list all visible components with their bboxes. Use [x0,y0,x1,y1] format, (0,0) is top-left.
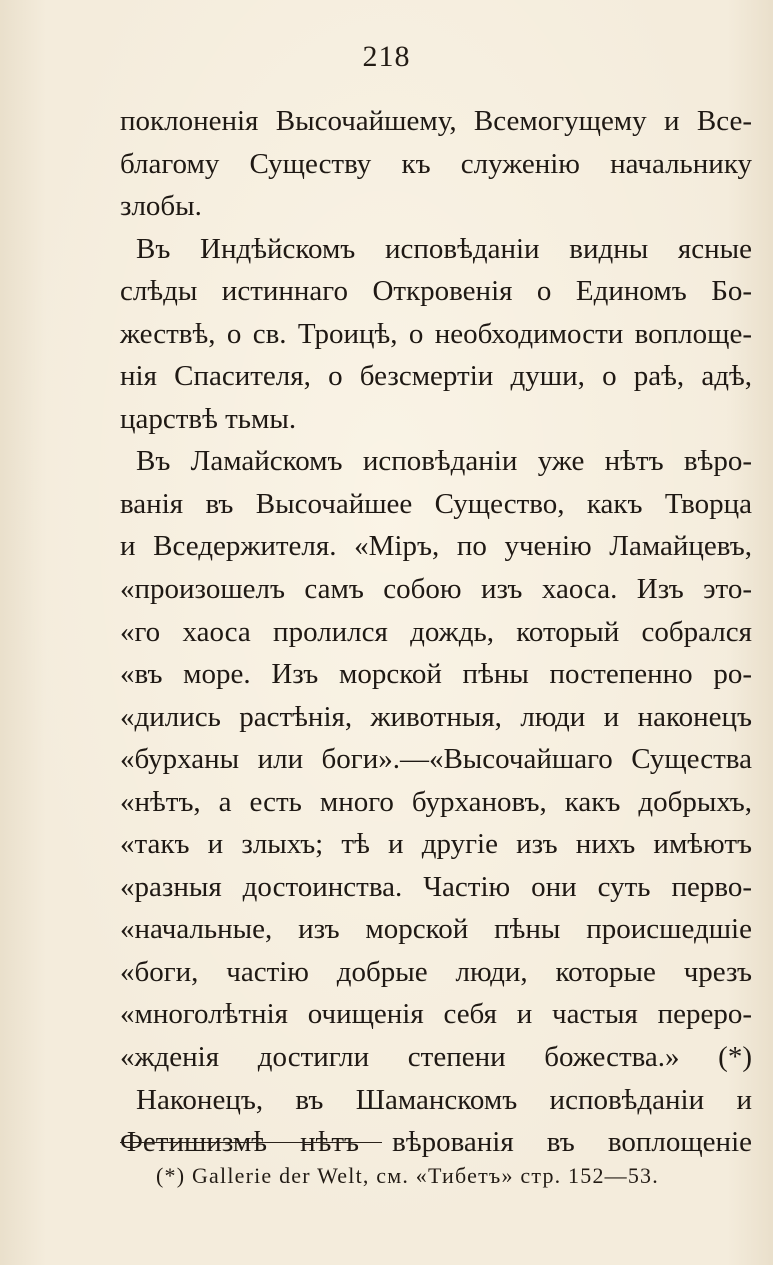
page-number: 218 [362,40,411,73]
text-line: «боги, частію добрые люди, которые чрезъ [120,955,752,988]
text-line: «дились растѣнія, животныя, люди и наконецъ [120,700,752,733]
text-line: «разныя достоинства. Частію они суть перво- [120,870,752,903]
text-line: царствѣ тьмы. [120,402,297,435]
text-line: «го хаоса пролился дождь, который собрался [120,615,752,648]
footnote-divider [120,1142,382,1143]
text-line: «многолѣтнія очищенія себя и частыя переро- [120,998,752,1031]
text-line: жествѣ, о св. Троицѣ, о необходимости воплоще- [120,317,752,350]
text-line: Наконецъ, въ Шаманскомъ исповѣданіи и [136,1083,752,1116]
text-line: благому Существу къ служенію начальнику [120,147,752,180]
text-line: слѣды истиннаго Откровенія о Единомъ Бо- [120,275,752,308]
text-line: злобы. [120,190,202,223]
body-text [120,100,752,1164]
text-line: «начальные, изъ морской пѣны происшедшіе [120,913,752,946]
text-line: поклоненія Высочайшему, Всемогущему и Все- [120,105,752,137]
text-line: «такъ и злыхъ; тѣ и другіе изъ нихъ имѣютъ [120,828,752,861]
text-line: «въ море. Изъ морской пѣны постепенно ро- [120,658,752,691]
text-line: «нѣтъ, а есть много бурхановъ, какъ добрыхъ, [120,785,752,818]
text-line: нія Спасителя, о безсмертіи души, о раѣ, адѣ, [120,360,752,393]
text-line: Въ Ламайскомъ исповѣданіи уже нѣтъ вѣро- [136,445,752,478]
text-line: «произошелъ самъ собою изъ хаоса. Изъ это- [120,573,752,606]
footnote: (*) Gallerie der Welt, см. «Тибетъ» стр. 152—53. [156,1163,659,1188]
text-line: и Вседержителя. «Міръ, по ученію Ламайцевъ, [120,530,752,563]
text-line: ванія въ Высочайшее Существо, какъ Творца [120,487,752,520]
text-line: Фетишизмѣ нѣтъ вѣрованія въ воплощеніе [120,1126,752,1159]
text-line: «жденія достигли степени божества.» (*) [120,1041,752,1074]
text-line: «бурханы или боги».—«Высочайшаго Существа [120,743,752,776]
text-line: Въ Индѣйскомъ исповѣданіи видны ясные [136,232,752,265]
